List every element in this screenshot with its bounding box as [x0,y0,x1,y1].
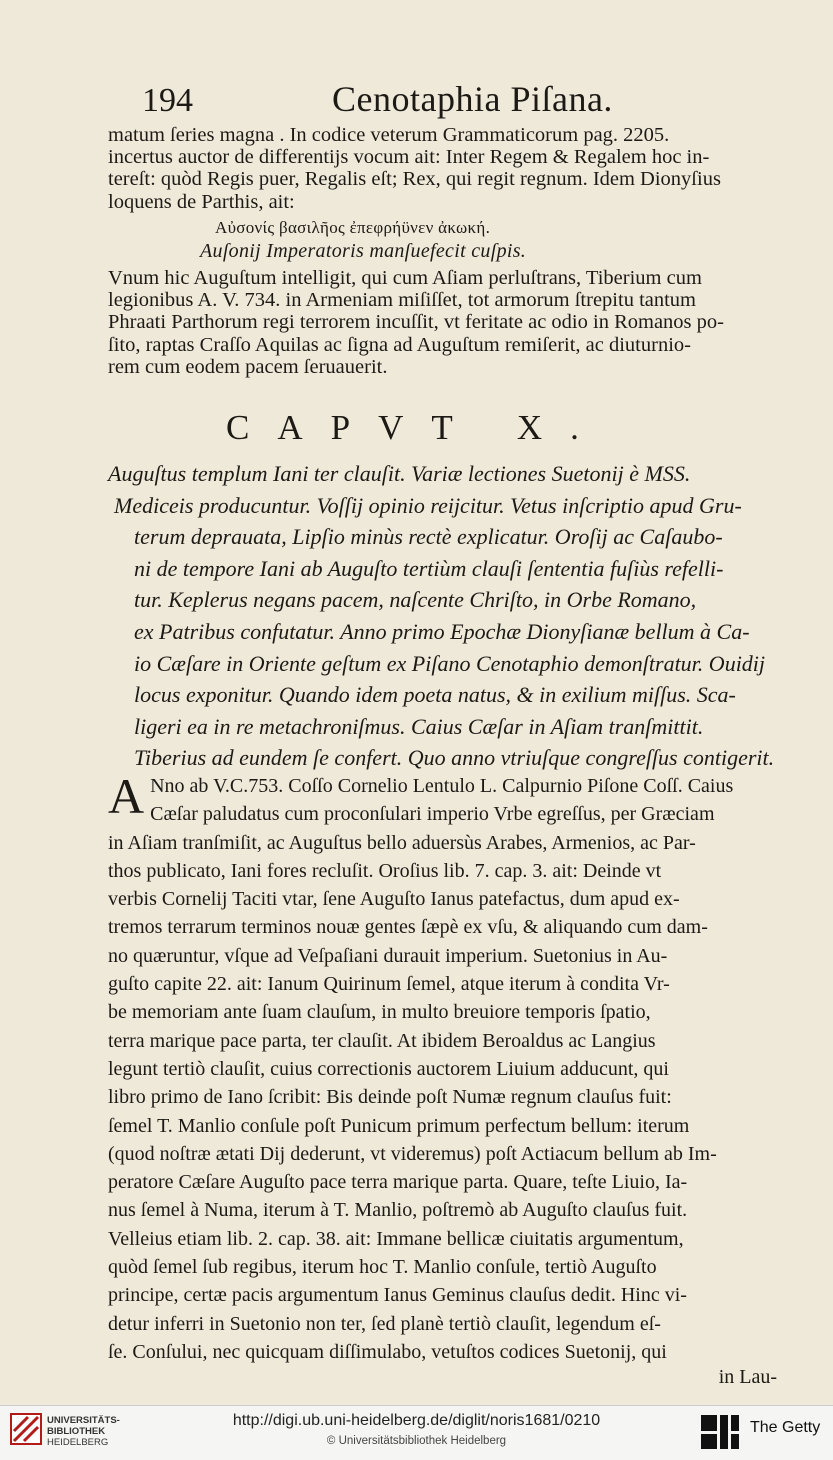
summary-line: terum deprauata, Lipſio minùs rectè explicatur. Oroſij ac Caſaubo- [134,524,723,550]
text-line: no quæruntur, vſque ad Veſpaſiani durauit imperium. Suetonius in Au- [108,944,668,967]
text-line: incertus auctor de differentijs vocum ait: Inter Regem & Regalem hoc in- [108,146,710,169]
intro-paragraph [108,124,822,213]
text-line: thos publicato, Iani fores recluſit. Oroſius lib. 7. cap. 3. ait: Deinde vt [108,859,662,882]
text-line: legionibus A. V. 734. in Armeniam miſiſſet, tot armorum ſtrepitu tantum [108,289,697,312]
chapter-heading: CAPVT X. [226,408,607,447]
drop-cap: A [108,768,145,824]
library-name-line: BIBLIOTHEK [47,1426,106,1437]
summary-line: Tiberius ad eundem ſe confert. Quo anno vtriuſque congreſſus contigerit. [134,745,775,771]
text-line: rem cum eodem pacem ſeruauerit. [108,355,388,378]
partner-name: The Getty [750,1419,821,1436]
running-title: Cenotaphia Piſana. [332,79,613,119]
text-line: ſito, raptas Craſſo Aquilas ac ſigna ad Auguſtum remiſerit, ac diuturnio- [108,333,691,356]
page-header [0,78,833,128]
text-line: legunt tertiò clauſit, cuius correctionis auctorem Liuium adducunt, qui [108,1057,669,1080]
text-line: libro primo de Iano ſcribit: Bis deinde poſt Numæ regnum clauſus fuit: [108,1086,672,1109]
text-line: ſemel T. Manlio conſule poſt Punicum primum perfectum bellum: iterum [108,1114,690,1137]
text-line: be memoriam ante ſuam clauſum, in multo breuiore temporis ſpatio, [108,1001,651,1024]
latin-verse: Auſonij Imperatoris manſuefecit cuſpis. [200,240,527,262]
text-line: (quod noſtræ ætati Dij dederunt, vt videremus) poſt Actiacum bellum ab Im- [108,1142,717,1165]
text-line: principe, certæ pacis argumentum Ianus Geminus clauſus dedit. Hinc vi- [108,1284,687,1307]
second-paragraph [108,267,822,378]
greek-verse: Αὐσονίς βασιλῆος ἐπεφρήϋνεν ἀκωκή. [215,218,491,237]
text-line: Nno ab V.C.753. Coſſo Cornelio Lentulo L. Calpurnio Piſone Coſſ. Caius [150,775,734,797]
text-line: quòd ſemel ſub regibus, iterum hoc T. Manlio conſule, tertiò Auguſto [108,1256,657,1279]
text-line: tereſt: quòd Regis puer, Regalis eſt; Rex, qui regit regnum. Idem Dionyſius [108,168,721,191]
summary-line: ligeri ea in re metachroniſmus. Caius Cæſar in Aſiam tranſmittit. [134,713,704,739]
viewer-footer [0,1405,833,1460]
summary-line: ex Patribus confutatur. Anno primo Epochæ Dionyſianæ bellum à Ca- [134,618,750,644]
summary-line: io Cæſare in Oriente geſtum ex Piſano Cenotaphio demonſtratur. Ouidij [134,650,766,676]
copyright-notice: © Universitätsbibliothek Heidelberg [326,1435,507,1447]
summary-line: tur. Keplerus negans pacem, naſcente Chriſto, in Orbe Romano, [134,587,697,613]
library-name-line: UNIVERSITÄTS- [47,1415,120,1426]
text-line: terra marique pace parta, ter clauſit. At ibidem Beroaldus ac Langius [108,1029,656,1052]
text-line: matum ſeries magna . In codice veterum Grammaticorum pag. 2205. [108,124,670,146]
summary-line: Mediceis producuntur. Voſſij opinio reijcitur. Vetus inſcriptio apud Gru- [114,492,742,518]
text-line: in Aſiam tranſmiſit, ac Auguſtus bello aduersùs Arabes, Armenios, ac Par- [108,831,696,854]
text-line: Vnum hic Auguſtum intelligit, qui cum Aſiam perluſtrans, Tiberium cum [108,267,702,289]
permalink-url[interactable]: http://digi.ub.uni-heidelberg.de/diglit/noris1681/0210 [232,1412,601,1429]
text-line: ſe. Conſului, nec quicquam diſſimulabo, vetuſtos codices Suetonij, qui [108,1340,667,1363]
catchword: in Lau- [718,1366,777,1388]
summary-line: ni de tempore Iani ab Auguſto tertiùm clauſi ſententia fuſiùs refelli- [134,555,724,581]
library-name-line: HEIDELBERG [47,1437,109,1448]
text-line: peratore Cæſare Auguſto pace terra marique parta. Quare, teſte Liuio, Ia- [108,1171,688,1194]
text-line: tremos terrarum terminos nouæ gentes ſæpè ex vſu, & aliquando cum dam- [108,916,708,939]
text-line: Velleius etiam lib. 2. cap. 38. ait: Immane bellicæ ciuitatis argumentum, [108,1227,684,1250]
text-line: Cæſar paludatus cum proconſulari imperio Vrbe egreſſus, per Græciam [150,803,715,826]
text-line: nus ſemel à Numa, iterum à T. Manlio, poſtremò ab Auguſto clauſus fuit. [108,1199,688,1222]
page-number: 194 [142,82,193,119]
text-line: verbis Cornelij Taciti vtar, ſene Auguſto Ianus patefactus, dum apud ex- [108,888,680,911]
main-text [108,768,822,1366]
text-line: detur inferri in Suetonio non ter, ſed planè tertiò clauſit, legendum eſ- [108,1312,661,1335]
chapter-summary [108,458,822,774]
text-line: loquens de Parthis, ait: [108,190,295,213]
getty-logo-icon[interactable] [701,1415,739,1449]
text-line: Phraati Parthorum regi terrorem incuſſit, vt feritate ac odio in Romanos po- [108,311,724,334]
text-line: guſto capite 22. ait: Ianum Quirinum ſemel, atque iterum à condita Vr- [108,973,670,996]
summary-line: locus exponitur. Quando idem poeta natus, & in exilium miſſus. Sca- [134,682,736,708]
summary-line: Auguſtus templum Iani ter clauſit. Variæ lectiones Suetonij è MSS. [108,461,691,486]
